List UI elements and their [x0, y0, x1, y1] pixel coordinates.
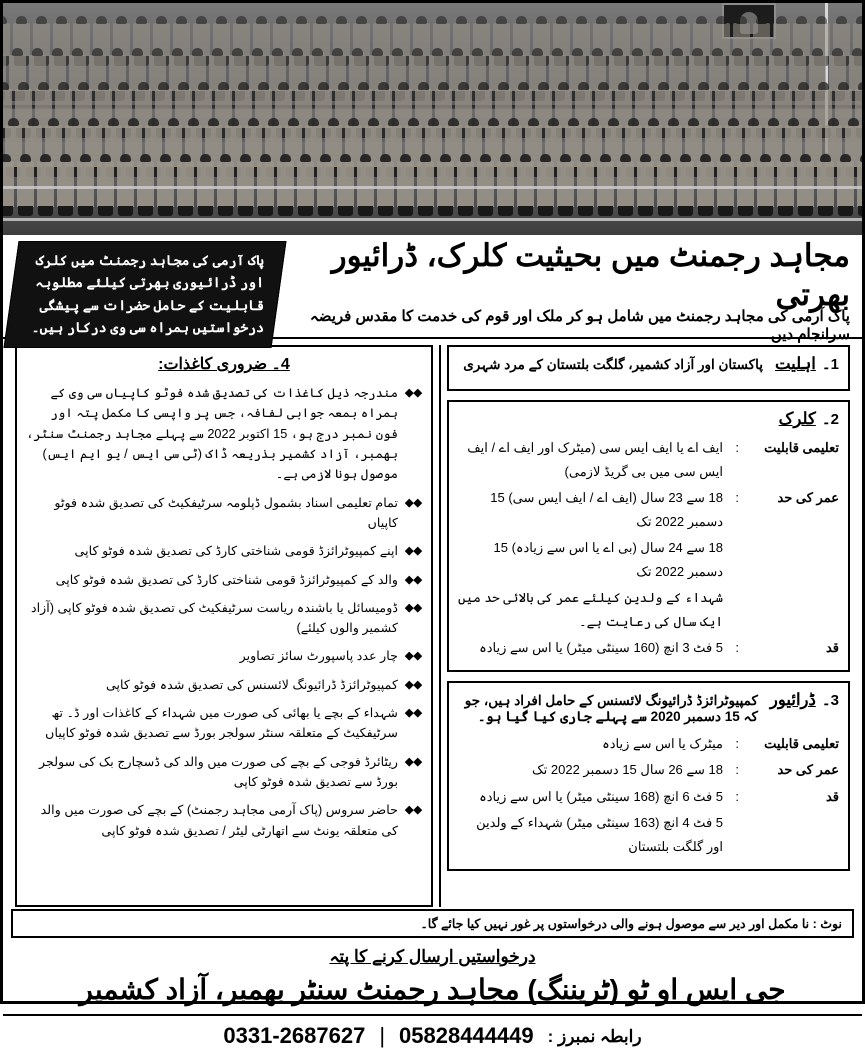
spec-row — [458, 810, 839, 860]
spec-colon — [731, 536, 739, 584]
bullet-icon: ◆◆ — [405, 707, 422, 720]
soldier-figure — [237, 161, 254, 207]
soldier-figure — [3, 23, 10, 57]
list-item — [26, 493, 422, 534]
soldier-figure — [457, 161, 474, 207]
note-box — [11, 909, 854, 938]
spec-label: تعلیمی قابلیت — [764, 736, 839, 752]
list-item — [26, 541, 422, 561]
footer-block — [3, 938, 862, 1053]
spec-row — [458, 585, 839, 635]
bullet-icon: ◆◆ — [405, 387, 422, 399]
bullet-icon: ◆◆ — [405, 573, 422, 586]
soldier-figure — [817, 161, 834, 207]
spec-colon: : — [735, 762, 739, 778]
list-item — [26, 598, 422, 639]
page-title: مجاہد رجمنٹ میں بحیثیت کلرک، ڈرائیور بھرتی — [331, 238, 850, 312]
list-item — [26, 570, 422, 590]
spec-row — [458, 635, 839, 661]
spec-value: 18 سے 26 سال 15 دسمبر 2022 تک — [532, 762, 723, 778]
soldier-figure — [617, 161, 634, 207]
soldier-figure — [537, 161, 554, 207]
soldier-figure — [137, 161, 154, 207]
bullet-icon: ◆◆ — [405, 601, 422, 614]
spec-label: عمر کی حد — [777, 490, 839, 506]
section-title: ڈرائیور — [769, 691, 816, 710]
section-eligibility — [447, 345, 850, 391]
soldier-figure — [97, 161, 114, 207]
soldier-figure — [397, 161, 414, 207]
separator: | — [379, 1023, 386, 1048]
list-item-label: چار عدد پاسپورٹ سائز تصاویر — [239, 649, 399, 664]
phone-number-secondary[interactable]: 05828444449 — [399, 1023, 534, 1048]
spec-label: قد — [825, 788, 839, 804]
spec-value: 5 فٹ 3 انچ (160 سینٹی میٹر) یا اس سے زیادہ — [479, 640, 723, 656]
soldier-figure — [17, 161, 34, 207]
spec-colon: : — [735, 736, 739, 752]
soldier-figure — [77, 161, 94, 207]
section-number: 1۔ — [821, 356, 839, 373]
spec-colon: : — [735, 440, 739, 455]
bullet-icon: ◆◆ — [405, 496, 422, 509]
spec-label — [747, 586, 839, 634]
headline-block — [3, 235, 862, 343]
soldier-figure — [117, 161, 134, 207]
page-subtitle: پاک آرمی کی مجاہد رجمنٹ میں شامل ہو کر ملک اور قوم کی خدمت کا مقدس فریضہ سرانجام دیں — [309, 308, 850, 343]
soldier-figure — [157, 161, 174, 207]
soldier-figure — [3, 161, 14, 207]
list-item — [26, 383, 422, 485]
address-value: جی ایس او ٹو (ٹریننگ) مجاہد رجمنٹ سنٹر بھمبر، آزاد کشمیر — [79, 974, 786, 1005]
section-clerk — [447, 400, 850, 672]
section-number: 4۔ — [271, 356, 290, 373]
note-text: نا مکمل اور دیر سے موصول ہونے والی درخواستوں پر غور نہیں کیا جائے گا۔ — [420, 917, 810, 931]
soldier-figure — [217, 161, 234, 207]
soldier-figure — [717, 161, 734, 207]
column-requirements — [441, 345, 854, 907]
list-item-label: کمپیوٹرائزڈ ڈرائیونگ لائسنس کی تصدیق شدہ فوٹو کاپی — [105, 677, 399, 692]
column-documents — [11, 345, 441, 907]
list-item — [26, 646, 422, 666]
spec-colon — [731, 811, 739, 859]
soldier-figure — [57, 161, 74, 207]
spec-label — [747, 811, 839, 859]
spec-value: ایف اے یا ایف ایس سی (میٹرک اور ایف اے / ایف ایس سی میں بی گریڈ لازمی) — [467, 440, 723, 480]
ribbon-text: پاک آرمی کی مجاہد رجمنٹ میں کلرک اور ڈرائیوری بھرتی کیلئے مطلوبہ قابلیت کے حامل حضرات سے پیشگی درخواستیں ہمراہ سی وی درکار ہیں۔ — [31, 253, 264, 335]
soldier-figure — [777, 161, 794, 207]
spec-row — [458, 731, 839, 757]
spec-row — [458, 485, 839, 535]
soldier-figure — [557, 161, 574, 207]
soldier-figure — [37, 161, 54, 207]
contact-bar — [3, 1014, 862, 1049]
soldier-figure — [357, 161, 374, 207]
section-number: 2۔ — [821, 411, 839, 428]
section-eligibility-head — [458, 354, 839, 374]
spec-row — [458, 535, 839, 585]
soldier-figure — [517, 161, 534, 207]
troop-row — [3, 161, 862, 207]
list-item — [26, 752, 422, 793]
road-marking — [3, 186, 862, 189]
spec-colon: : — [735, 490, 739, 506]
section-driver-head — [458, 690, 839, 725]
soldier-figure — [477, 161, 494, 207]
soldier-figure — [377, 161, 394, 207]
section-eligibility-text: پاکستان اور آزاد کشمیر، گلگت بلتستان کے مرد شہری — [463, 357, 763, 372]
documents-intro: مندرجہ ذیل کاغذات کی تصدیق شدہ فوٹو کاپیاں سی وی کے ہمراہ بمعہ جوابی لفافہ، جس پر واپسی کا مکمل پتہ اور فون نمبر درج ہو، 15 اکتوبر 2022 سے پہلے مجاہد رجمنٹ سنٹر، بھمبر، آزاد کشمیر بذریعہ ڈاک (ٹی سی ایس / یو ایم ایس) موصول ہونا لازمی ہے۔ — [26, 386, 399, 482]
list-item-label: اپنے کمپیوٹرائزڈ قومی شناختی کارڈ کی تصدیق شدہ فوٹو کاپی — [74, 544, 399, 559]
spec-label: قد — [825, 640, 839, 656]
spec-label — [747, 536, 839, 584]
ribbon-banner — [3, 241, 286, 348]
soldier-figure — [737, 161, 754, 207]
soldier-figure — [657, 161, 674, 207]
bullet-icon: ◆◆ — [405, 650, 422, 663]
list-item-label: ریٹائرڈ فوجی کے بچے کی صورت میں والد کی ڈسچارج بک کی سولجر بورڈ سے تصدیق شدہ فوٹو کاپی — [39, 754, 399, 789]
soldier-figure — [257, 161, 274, 207]
section-number: 3۔ — [821, 692, 839, 710]
soldier-figure — [597, 161, 614, 207]
road-marking — [3, 218, 862, 221]
soldier-figure — [297, 161, 314, 207]
section-documents — [15, 345, 433, 907]
section-clerk-head — [458, 409, 839, 429]
list-item-label: شہداء کے بچے یا بھائی کی صورت میں شہداء کے کاغذات اور ڈ۔ تھ سرٹیفکیٹ کے متعلقہ سنٹر سولجر بورڈ سے تصدیق شدہ فوٹو کاپیاں — [45, 706, 399, 741]
spec-colon: : — [735, 788, 739, 804]
troop-row — [3, 55, 862, 92]
soldier-figure — [497, 161, 514, 207]
spec-colon — [731, 586, 739, 634]
bullet-icon: ◆◆ — [405, 755, 422, 768]
address-label: درخواستیں ارسال کرنے کا پتہ — [329, 947, 536, 966]
spec-label: تعلیمی قابلیت — [764, 440, 839, 455]
spec-value: 18 سے 24 سال (بی اے یا اس سے زیادہ) 15 دسمبر 2022 تک — [493, 540, 723, 580]
soldier-figure — [317, 161, 334, 207]
spec-value: 5 فٹ 4 انچ (163 سینٹی میٹر) شہداء کے ولدین اور گلگت بلتستان — [476, 814, 723, 854]
spec-colon: : — [735, 640, 739, 656]
soldier-figure — [857, 161, 862, 207]
spec-label: عمر کی حد — [777, 762, 839, 778]
section-title: کلرک — [778, 410, 816, 428]
list-item-label: والد کے کمپیوٹرائزڈ قومی شناختی کارڈ کی تصدیق شدہ فوٹو کاپی — [55, 572, 399, 587]
section-title: اہلیت — [774, 355, 816, 373]
spec-row — [458, 757, 839, 783]
soldier-figure — [177, 161, 194, 207]
army-parade-photo — [3, 3, 862, 235]
bullet-icon: ◆◆ — [405, 804, 422, 817]
soldier-figure — [577, 161, 594, 207]
soldier-figure — [437, 161, 454, 207]
soldier-figure — [757, 161, 774, 207]
list-item — [26, 675, 422, 695]
soldier-figure — [797, 161, 814, 207]
spec-value: میٹرک یا اس سے زیادہ — [602, 736, 723, 752]
soldier-figure — [337, 161, 354, 207]
documents-list — [26, 383, 422, 841]
section-title: ضروری کاغذات: — [158, 356, 268, 373]
note-label: نوٹ : — [812, 917, 842, 931]
phone-number-primary[interactable]: 0331-2687627 — [223, 1023, 366, 1048]
bullet-icon: ◆◆ — [405, 545, 422, 558]
spec-row — [458, 784, 839, 810]
soldier-figure — [837, 161, 854, 207]
spec-row — [458, 435, 839, 485]
spec-value: 18 سے 23 سال (ایف اے / ایف ایس سی) 15 دسمبر 2022 تک — [490, 490, 723, 530]
list-item-label: تمام تعلیمی اسناد بشمول ڈپلومہ سرٹیفکیٹ کی تصدیق شدہ فوٹو کاپیاں — [54, 495, 399, 530]
soldier-figure — [637, 161, 654, 207]
list-item — [26, 800, 422, 841]
section-driver-intro: کمپیوٹرائزڈ ڈرائیونگ لائسنس کے حامل افراد ہیں، جو کہ 15 دسمبر 2020 سے پہلے جاری کیا گیا ہو۔ — [464, 693, 758, 725]
soldier-figure — [417, 161, 434, 207]
soldier-figure — [197, 161, 214, 207]
list-item — [26, 703, 422, 744]
contact-label: رابطہ نمبرز : — [547, 1026, 642, 1046]
section-documents-head — [26, 354, 422, 374]
section-driver — [447, 681, 850, 870]
list-item-label: ڈومیسائل یا باشندہ ریاست سرٹیفکیٹ کی تصدیق شدہ فوٹو کاپی (آزاد کشمیر والوں کیلئے) — [30, 600, 399, 636]
spec-value: 5 فٹ 6 انچ (168 سینٹی میٹر) یا اس سے زیادہ — [479, 788, 723, 804]
soldier-figure — [677, 161, 694, 207]
soldier-figure — [277, 161, 294, 207]
bullet-icon: ◆◆ — [405, 678, 422, 691]
body-columns — [3, 339, 862, 907]
spec-value: شہداء کے ولدین کیلئے عمر کی بالائی حد میں ایک سال کی رعایت ہے۔ — [457, 590, 723, 630]
soldier-figure — [697, 161, 714, 207]
list-item-label: حاضر سروس (پاک آرمی مجاہد رجمنٹ) کے بچے کی صورت میں والد کی متعلقہ یونٹ سے اتھارٹی لیٹر / تصدیق شدہ فوٹو کاپی — [40, 803, 399, 838]
